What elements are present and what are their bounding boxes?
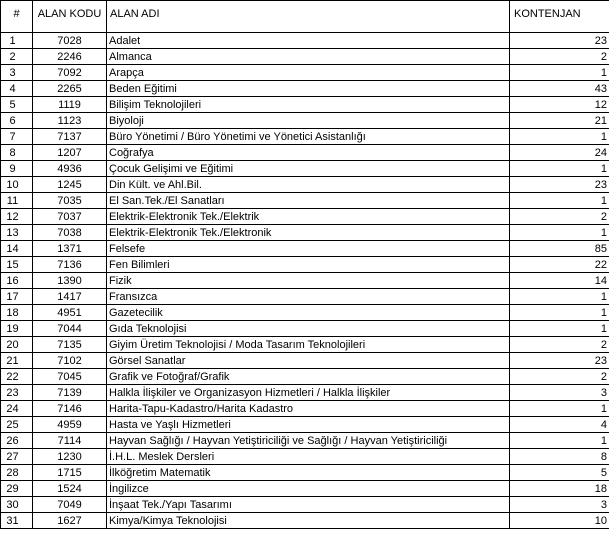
quota-value: 14 (510, 273, 609, 289)
quota-value: 1 (510, 433, 609, 449)
table-row (1, 497, 609, 513)
row-number: 29 (1, 481, 33, 497)
field-name: Adalet (107, 33, 510, 49)
quota-value: 21 (510, 113, 609, 129)
table-row (1, 113, 609, 129)
row-number: 10 (1, 177, 33, 193)
table-row (1, 449, 609, 465)
row-number: 7 (1, 129, 33, 145)
row-number: 28 (1, 465, 33, 481)
field-name: Giyim Üretim Teknolojisi / Moda Tasarım Teknolojileri (107, 337, 510, 353)
field-name: Biyoloji (107, 113, 510, 129)
quota-value: 1 (510, 65, 609, 81)
quota-value: 2 (510, 369, 609, 385)
field-name: Almanca (107, 49, 510, 65)
table-row (1, 65, 609, 81)
table-row (1, 433, 609, 449)
field-name: Çocuk Gelişimi ve Eğitimi (107, 161, 510, 177)
field-name: Harita-Tapu-Kadastro/Harita Kadastro (107, 401, 510, 417)
row-number: 26 (1, 433, 33, 449)
table-row (1, 97, 609, 113)
row-number: 18 (1, 305, 33, 321)
field-code: 7028 (33, 33, 107, 49)
field-code: 7114 (33, 433, 107, 449)
row-number: 11 (1, 193, 33, 209)
row-number: 1 (1, 33, 33, 49)
table-row (1, 257, 609, 273)
field-name: Görsel Sanatlar (107, 353, 510, 369)
field-code: 1715 (33, 465, 107, 481)
field-code: 7139 (33, 385, 107, 401)
field-name: Büro Yönetimi / Büro Yönetimi ve Yönetici Asistanlığı (107, 129, 510, 145)
field-code: 7035 (33, 193, 107, 209)
quota-value: 2 (510, 49, 609, 65)
table-header (1, 1, 609, 33)
header-field-code: ALAN KODU (33, 1, 107, 33)
field-code: 1417 (33, 289, 107, 305)
field-code: 7137 (33, 129, 107, 145)
table-row (1, 49, 609, 65)
field-name: Arapça (107, 65, 510, 81)
row-number: 21 (1, 353, 33, 369)
field-name: Gıda Teknolojisi (107, 321, 510, 337)
table-row (1, 321, 609, 337)
field-name: Hasta ve Yaşlı Hizmetleri (107, 417, 510, 433)
field-name: Kimya/Kimya Teknolojisi (107, 513, 510, 529)
quota-value: 1 (510, 161, 609, 177)
quota-value: 85 (510, 241, 609, 257)
table-row (1, 369, 609, 385)
quota-value: 43 (510, 81, 609, 97)
row-number: 27 (1, 449, 33, 465)
row-number: 12 (1, 209, 33, 225)
row-number: 4 (1, 81, 33, 97)
quota-value: 3 (510, 497, 609, 513)
quota-value: 22 (510, 257, 609, 273)
table-row (1, 241, 609, 257)
row-number: 23 (1, 385, 33, 401)
field-code: 7049 (33, 497, 107, 513)
row-number: 19 (1, 321, 33, 337)
table-row (1, 225, 609, 241)
quota-value: 2 (510, 337, 609, 353)
quota-value: 5 (510, 465, 609, 481)
table-body (1, 33, 609, 529)
table-row (1, 129, 609, 145)
table-row (1, 177, 609, 193)
quota-value: 23 (510, 33, 609, 49)
table-row (1, 145, 609, 161)
row-number: 9 (1, 161, 33, 177)
row-number: 2 (1, 49, 33, 65)
field-code: 2246 (33, 49, 107, 65)
row-number: 3 (1, 65, 33, 81)
header-row (1, 1, 609, 33)
field-code: 1207 (33, 145, 107, 161)
field-code: 1390 (33, 273, 107, 289)
field-code: 1371 (33, 241, 107, 257)
field-code: 7038 (33, 225, 107, 241)
field-name: Bilişim Teknolojileri (107, 97, 510, 113)
table-row (1, 305, 609, 321)
row-number: 30 (1, 497, 33, 513)
field-code: 4936 (33, 161, 107, 177)
field-name: Elektrik-Elektronik Tek./Elektronik (107, 225, 510, 241)
quota-value: 10 (510, 513, 609, 529)
table-row (1, 513, 609, 529)
field-code: 7135 (33, 337, 107, 353)
field-name: İlköğretim Matematik (107, 465, 510, 481)
row-number: 6 (1, 113, 33, 129)
table-row (1, 81, 609, 97)
field-name: El San.Tek./El Sanatları (107, 193, 510, 209)
field-name: İ.H.L. Meslek Dersleri (107, 449, 510, 465)
field-code: 4959 (33, 417, 107, 433)
quota-value: 4 (510, 417, 609, 433)
field-name: Fen Bilimleri (107, 257, 510, 273)
table-row (1, 209, 609, 225)
table-row (1, 161, 609, 177)
field-code: 1627 (33, 513, 107, 529)
field-code: 7102 (33, 353, 107, 369)
field-code: 1245 (33, 177, 107, 193)
field-code: 7146 (33, 401, 107, 417)
table-row (1, 193, 609, 209)
quota-value: 12 (510, 97, 609, 113)
quota-value: 1 (510, 305, 609, 321)
quota-value: 18 (510, 481, 609, 497)
row-number: 13 (1, 225, 33, 241)
row-number: 22 (1, 369, 33, 385)
field-code: 7092 (33, 65, 107, 81)
table-row (1, 481, 609, 497)
quota-value: 23 (510, 353, 609, 369)
field-name: İngilizce (107, 481, 510, 497)
field-code: 1119 (33, 97, 107, 113)
field-name: Elektrik-Elektronik Tek./Elektrik (107, 209, 510, 225)
field-code: 7044 (33, 321, 107, 337)
field-name: Felsefe (107, 241, 510, 257)
quota-value: 1 (510, 193, 609, 209)
row-number: 17 (1, 289, 33, 305)
quota-value: 8 (510, 449, 609, 465)
field-name: Hayvan Sağlığı / Hayvan Yetiştiriciliği ve Sağlığı / Hayvan Yetiştiriciliği (107, 433, 510, 449)
field-name: Gazetecilik (107, 305, 510, 321)
header-field-name: ALAN ADI (107, 1, 510, 33)
table-row (1, 353, 609, 369)
row-number: 16 (1, 273, 33, 289)
row-number: 8 (1, 145, 33, 161)
row-number: 31 (1, 513, 33, 529)
quota-value: 1 (510, 401, 609, 417)
header-quota: KONTENJAN (510, 1, 609, 33)
table-row (1, 337, 609, 353)
row-number: 14 (1, 241, 33, 257)
row-number: 24 (1, 401, 33, 417)
field-code: 7136 (33, 257, 107, 273)
table-row (1, 273, 609, 289)
table-row (1, 33, 609, 49)
table-row (1, 289, 609, 305)
table-row (1, 385, 609, 401)
field-name: Coğrafya (107, 145, 510, 161)
table-row (1, 465, 609, 481)
field-name: Grafik ve Fotoğraf/Grafik (107, 369, 510, 385)
field-code: 2265 (33, 81, 107, 97)
field-code: 1230 (33, 449, 107, 465)
quota-value: 2 (510, 209, 609, 225)
row-number: 5 (1, 97, 33, 113)
quota-value: 1 (510, 129, 609, 145)
field-name: Beden Eğitimi (107, 81, 510, 97)
table-row (1, 401, 609, 417)
field-name: Fizik (107, 273, 510, 289)
quota-value: 1 (510, 289, 609, 305)
row-number: 15 (1, 257, 33, 273)
row-number: 20 (1, 337, 33, 353)
quota-value: 1 (510, 321, 609, 337)
field-code: 7045 (33, 369, 107, 385)
quota-value: 23 (510, 177, 609, 193)
field-code: 7037 (33, 209, 107, 225)
field-name: Fransızca (107, 289, 510, 305)
quota-value: 24 (510, 145, 609, 161)
field-name: Din Kült. ve Ahl.Bil. (107, 177, 510, 193)
quota-value: 3 (510, 385, 609, 401)
field-code: 1524 (33, 481, 107, 497)
field-code: 4951 (33, 305, 107, 321)
field-name: İnşaat Tek./Yapı Tasarımı (107, 497, 510, 513)
table-row (1, 417, 609, 433)
field-name: Halkla İlişkiler ve Organizasyon Hizmetleri / Halkla İlişkiler (107, 385, 510, 401)
quota-value: 1 (510, 225, 609, 241)
header-number: # (1, 1, 33, 33)
field-code: 1123 (33, 113, 107, 129)
row-number: 25 (1, 417, 33, 433)
